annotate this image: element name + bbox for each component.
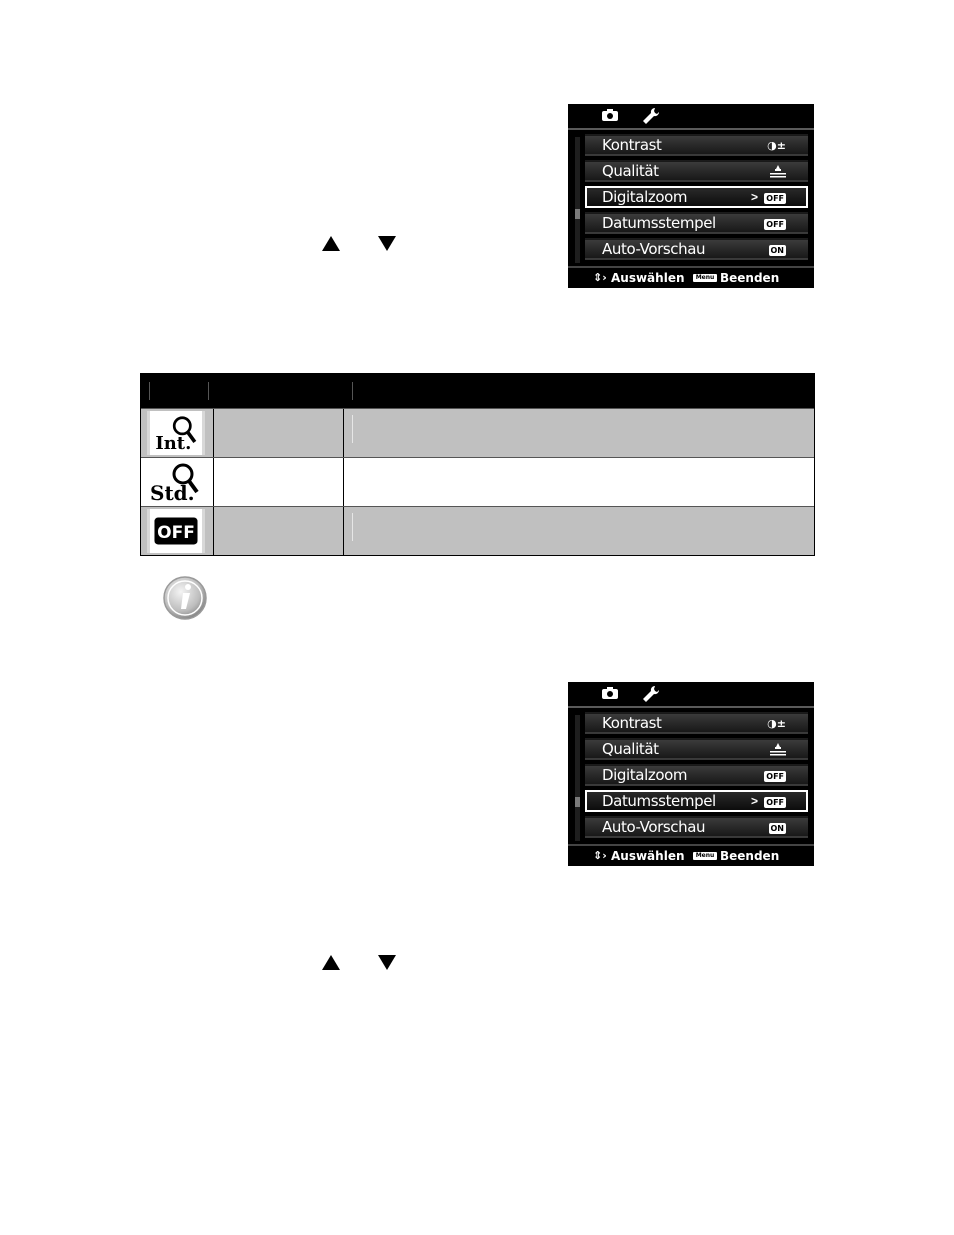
menu-item-label: Kontrast <box>602 136 662 154</box>
menu-key-icon: Menu <box>693 852 717 860</box>
menu-list <box>585 712 808 842</box>
menu-tab-bar <box>568 682 814 708</box>
menu-scrollbar[interactable] <box>575 715 580 841</box>
info-note-icon <box>162 575 208 621</box>
menu-item-label: Datumsstempel <box>602 792 716 810</box>
table-cell-name <box>214 409 344 457</box>
menu-item-digitalzoom[interactable] <box>585 186 808 208</box>
menu-item-datumsstempel[interactable] <box>585 790 808 812</box>
table-cell-icon <box>141 458 214 506</box>
menu-item-auto-vorschau[interactable] <box>585 238 808 260</box>
camera-menu-screenshot-2 <box>568 682 814 866</box>
on-badge: ON <box>770 824 784 833</box>
menu-item-kontrast[interactable] <box>585 134 808 156</box>
chevron-right-icon: > <box>750 794 758 808</box>
off-badge: OFF <box>766 772 784 781</box>
chevron-right-icon: > <box>750 190 758 204</box>
contrast-icon: ◑± <box>767 139 786 152</box>
off-badge: OFF <box>766 798 784 807</box>
menu-item-label: Digitalzoom <box>602 766 688 784</box>
camera-menu-screenshot-1 <box>568 104 814 288</box>
svg-text:Int.: Int. <box>155 433 192 455</box>
table-row <box>141 457 814 506</box>
menu-hint-bar <box>568 266 814 288</box>
quality-icon <box>770 743 786 756</box>
menu-item-label: Qualität <box>602 740 659 758</box>
menu-list <box>585 134 808 264</box>
svg-text:Std.: Std. <box>150 481 195 504</box>
menu-item-qualitaet[interactable] <box>585 160 808 182</box>
svg-text:OFF: OFF <box>157 523 195 544</box>
digital-zoom-options-table <box>140 373 815 556</box>
on-badge: ON <box>770 246 784 255</box>
select-hint: Auswählen <box>611 271 685 285</box>
up-arrow-icon <box>322 236 340 251</box>
menu-item-label: Kontrast <box>602 714 662 732</box>
navigation-icon: ⇕› <box>593 271 607 284</box>
menu-item-label: Auto-Vorschau <box>602 240 706 258</box>
quality-icon <box>770 165 786 178</box>
camera-icon <box>602 687 618 699</box>
scroll-thumb[interactable] <box>575 209 580 219</box>
select-hint: Auswählen <box>611 849 685 863</box>
exit-hint: Beenden <box>720 849 780 863</box>
exit-hint: Beenden <box>720 271 780 285</box>
menu-key-icon: Menu <box>693 274 717 282</box>
off-badge: OFF <box>766 220 784 229</box>
menu-item-datumsstempel[interactable] <box>585 212 808 234</box>
off-badge: OFF <box>766 194 784 203</box>
standard-zoom-icon <box>147 460 205 504</box>
wrench-icon <box>642 107 660 125</box>
wrench-icon <box>642 685 660 703</box>
menu-hint-bar <box>568 844 814 866</box>
table-cell-icon <box>141 409 214 457</box>
menu-tab-bar <box>568 104 814 130</box>
scroll-thumb[interactable] <box>575 797 580 807</box>
contrast-icon: ◑± <box>767 717 786 730</box>
table-cell-name <box>214 507 344 555</box>
intelligent-zoom-icon <box>147 411 205 455</box>
menu-item-label: Digitalzoom <box>602 188 688 206</box>
table-row <box>141 408 814 457</box>
menu-item-digitalzoom[interactable] <box>585 764 808 786</box>
camera-icon <box>602 109 618 121</box>
table-row <box>141 506 814 555</box>
table-cell-icon <box>141 507 214 555</box>
menu-item-kontrast[interactable] <box>585 712 808 734</box>
menu-scrollbar[interactable] <box>575 137 580 263</box>
menu-item-label: Datumsstempel <box>602 214 716 232</box>
zoom-off-icon <box>147 509 205 553</box>
table-header <box>141 374 814 408</box>
table-cell-name <box>214 458 344 506</box>
down-arrow-icon <box>378 236 396 251</box>
up-arrow-icon <box>322 955 340 970</box>
menu-item-label: Qualität <box>602 162 659 180</box>
menu-item-label: Auto-Vorschau <box>602 818 706 836</box>
down-arrow-icon <box>378 955 396 970</box>
menu-item-auto-vorschau[interactable] <box>585 816 808 838</box>
navigation-icon: ⇕› <box>593 849 607 862</box>
menu-item-qualitaet[interactable] <box>585 738 808 760</box>
